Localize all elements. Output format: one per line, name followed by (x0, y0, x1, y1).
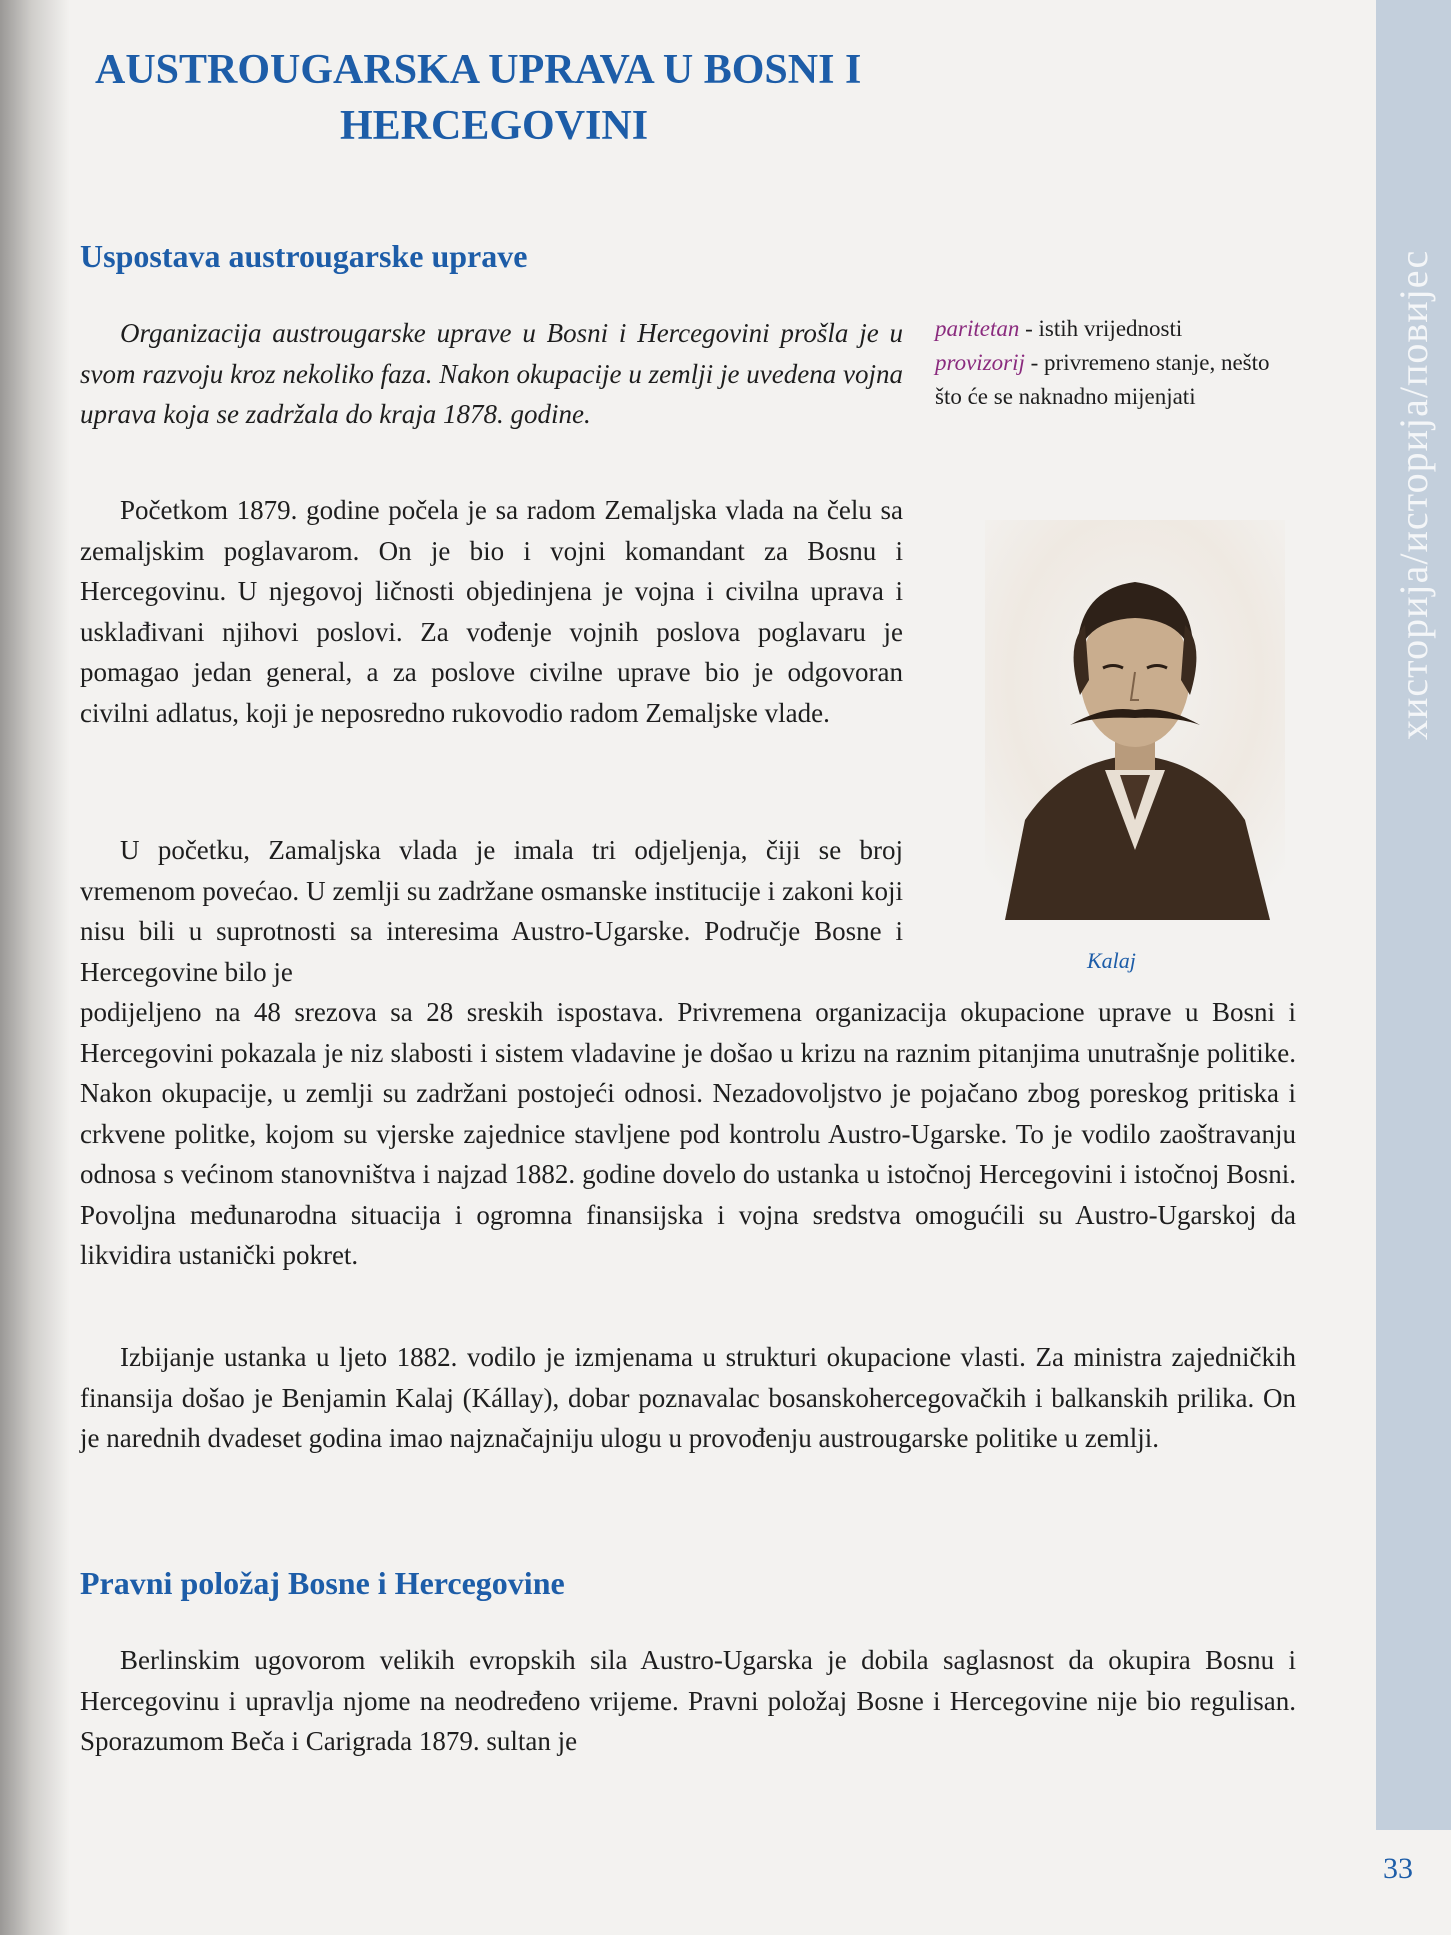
section-heading-pravni-polozaj: Pravni položaj Bosne i Hercegovine (80, 1565, 565, 1601)
section-heading-uspostava: Uspostava austrougarske uprave (80, 238, 528, 274)
paragraph-zemaljska-vlada: Početkom 1879. godine počela je sa radom Zemaljska vlada na čelu sa zemaljskim poglavarom. On je bio i vojni komandant za Bosnu i Hercegovinu. U njegovoj ličnosti objedinjena je vojna i civilna uprava i usklađivani njihovi poslovi. Za vođenje vojnih poslova poglavaru je pomagao jedan general, a za poslove civilne uprave bio je odgovoran civilni adlatus, koji je neposredno rukovodio radom Zemaljske vlade. (80, 495, 903, 728)
paragraph-intro: Organizacija austrougarske uprave u Bosni i Hercegovini prošla je u svom razvoju kroz nekoliko faza. Nakon okupacije u zemlji je uvedena vojna uprava koja se zadržala do kraja 1878. godine. (80, 318, 903, 429)
glossary-definition: - istih vrijednosti (1019, 316, 1183, 341)
binding-shadow (0, 0, 70, 1935)
glossary-term: paritetan (935, 316, 1020, 341)
paragraph-odjeljenja: U početku, Zamaljska vlada je imala tri odjeljenja, čiji se broj vremenom povećao. U zemlji su zadržane osmanske institucije i zakoni koji nisu bili u suprotnosti sa interesima Austro-Ugarske. Područje Bosne i Hercegovine bilo je (80, 835, 903, 987)
page-title (95, 42, 955, 154)
glossary-entry (935, 312, 1285, 346)
glossary-definition: - privremeno stanje, nešto što će se naknadno mijenjati (935, 350, 1270, 409)
paragraph-srezovi: podijeljeno na 48 srezova sa 28 sreskih ispostava. Privremena organizacija okupacione uprave u Bosni i Hercegovini pokazala je niz slabosti i sistem vladavine je došao u krizu na raznim pitanjima unutrašnje politike. Nakon okupacije, u zemlji su zadržani postojeći odnosi. Nezadovoljstvo je pojačano zbog poreskog pritiska i crkvene politke, kojom su vjerske zajednice stavljene pod kontrolu Austro-Ugarske. To je vodilo zaoštravanju odnosa s većinom stanovništva i najzad 1882. godine dovelo do ustanka u istočnoj Hercegovini i istočnoj Bosni. Povoljna međunarodna situacija i ogromna finansijska i vojna sredstva omogućili su Austro-Ugarskoj da likvidira ustanički pokret. (80, 997, 1296, 1270)
portrait-image (985, 520, 1285, 920)
paragraph-ustanak: Izbijanje ustanka u ljeto 1882. vodilo je izmjenama u strukturi okupacione vlasti. Za ministra zajedničkih finansija došao je Benjamin Kalaj (Kállay), dobar poznavalac bosanskohercegovačkih i balkanskih prilika. On je narednih dvadeset godina imao najznačajniju ulogu u provođenju austrougarske politike u zemlji. (80, 1342, 1296, 1453)
glossary-term: provizorij (935, 350, 1025, 375)
paragraph-berlinski-ugovor: Berlinskim ugovorom velikih evropskih sila Austro-Ugarska je dobila saglasnost da okupira Bosnu i Hercegovinu i upravlja njome na neodređeno vrijeme. Pravni položaj Bosne i Hercegovine nije bio regulisan. Sporazumom Beča i Carigrada 1879. sultan je (80, 1645, 1296, 1756)
page-title-line-2: HERCEGOVINI (340, 103, 649, 149)
glossary-box (935, 312, 1285, 414)
page-title-line-1: AUSTROUGARSKA UPRAVA U BOSNI I (95, 47, 862, 93)
glossary-entry (935, 346, 1285, 414)
portrait-caption: Kalaj (1087, 948, 1136, 973)
side-band-label: хисторија/историја/повијес (1391, 249, 1436, 740)
page-number: 33 (1383, 1852, 1413, 1885)
